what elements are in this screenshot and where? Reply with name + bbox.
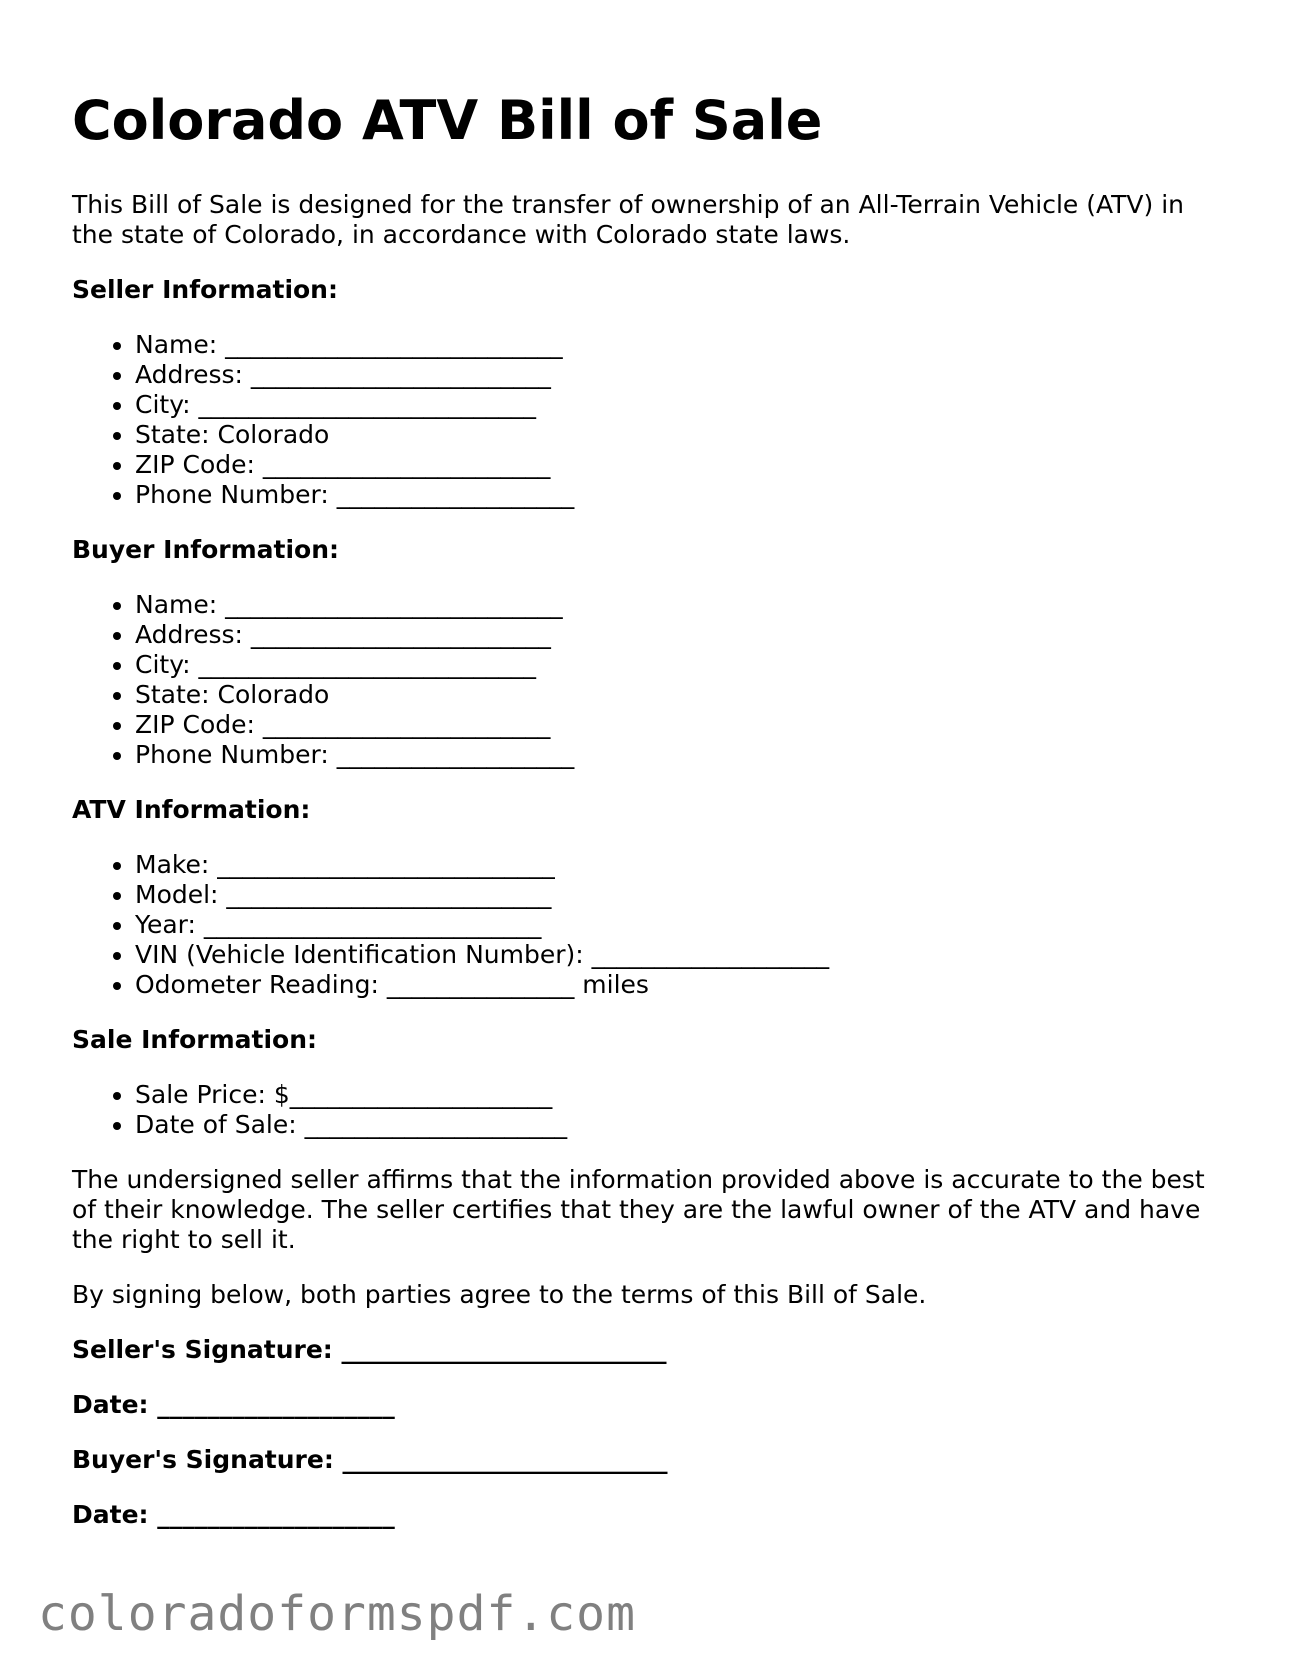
seller-state-field: • State: Colorado	[135, 420, 1232, 450]
seller-address-field: • Address: ________________________	[135, 360, 1232, 390]
intro-paragraph: This Bill of Sale is designed for the transfer of ownership of an All-Terrain Vehicle (ATV) in the state of Colorado, in accordance with Colorado state laws.	[72, 190, 1184, 249]
agreement-paragraph: By signing below, both parties agree to the terms of this Bill of Sale.	[72, 1280, 927, 1309]
buyer-state-field: • State: Colorado	[135, 680, 1232, 710]
sale-date-field: • Date of Sale: _____________________	[135, 1110, 1232, 1140]
seller-zip-field: • ZIP Code: _______________________	[135, 450, 1232, 480]
buyer-zip-field: • ZIP Code: _______________________	[135, 710, 1232, 740]
atv-year-field: • Year: ___________________________	[135, 910, 1232, 940]
seller-date-line: Date: ___________________	[72, 1390, 395, 1419]
buyer-list	[72, 590, 1232, 770]
seller-heading: Seller Information:	[72, 275, 338, 304]
buyer-phone-field: • Phone Number: ___________________	[135, 740, 1232, 770]
buyer-name-field: • Name: ___________________________	[135, 590, 1232, 620]
buyer-address-field: • Address: ________________________	[135, 620, 1232, 650]
buyer-city-field: • City: ___________________________	[135, 650, 1232, 680]
buyer-signature-line: Buyer's Signature: __________________________	[72, 1445, 668, 1474]
atv-list	[72, 850, 1232, 1000]
sale-list	[72, 1080, 1232, 1140]
buyer-heading: Buyer Information:	[72, 535, 340, 564]
seller-city-field: • City: ___________________________	[135, 390, 1232, 420]
seller-signature-line: Seller's Signature: __________________________	[72, 1335, 667, 1364]
seller-name-field: • Name: ___________________________	[135, 330, 1232, 360]
atv-make-field: • Make: ___________________________	[135, 850, 1232, 880]
seller-list	[72, 330, 1232, 510]
atv-heading: ATV Information:	[72, 795, 311, 824]
watermark: coloradoformspdf.com	[38, 1586, 636, 1642]
buyer-date-line: Date: ___________________	[72, 1500, 395, 1529]
document-page	[72, 88, 1232, 1555]
page-title: Colorado ATV Bill of Sale	[72, 89, 823, 152]
atv-vin-field: • VIN (Vehicle Identification Number): ___________________	[135, 940, 1232, 970]
sale-price-field: • Sale Price: $_____________________	[135, 1080, 1232, 1110]
affirmation-paragraph: The undersigned seller affirms that the information provided above is accurate to the best of their knowledge. The seller certifies that they are the lawful owner of the ATV and have the right to sell it.	[72, 1165, 1205, 1254]
atv-odometer-field: • Odometer Reading: _______________ miles	[135, 970, 1232, 1000]
sale-heading: Sale Information:	[72, 1025, 317, 1054]
seller-phone-field: • Phone Number: ___________________	[135, 480, 1232, 510]
atv-model-field: • Model: __________________________	[135, 880, 1232, 910]
